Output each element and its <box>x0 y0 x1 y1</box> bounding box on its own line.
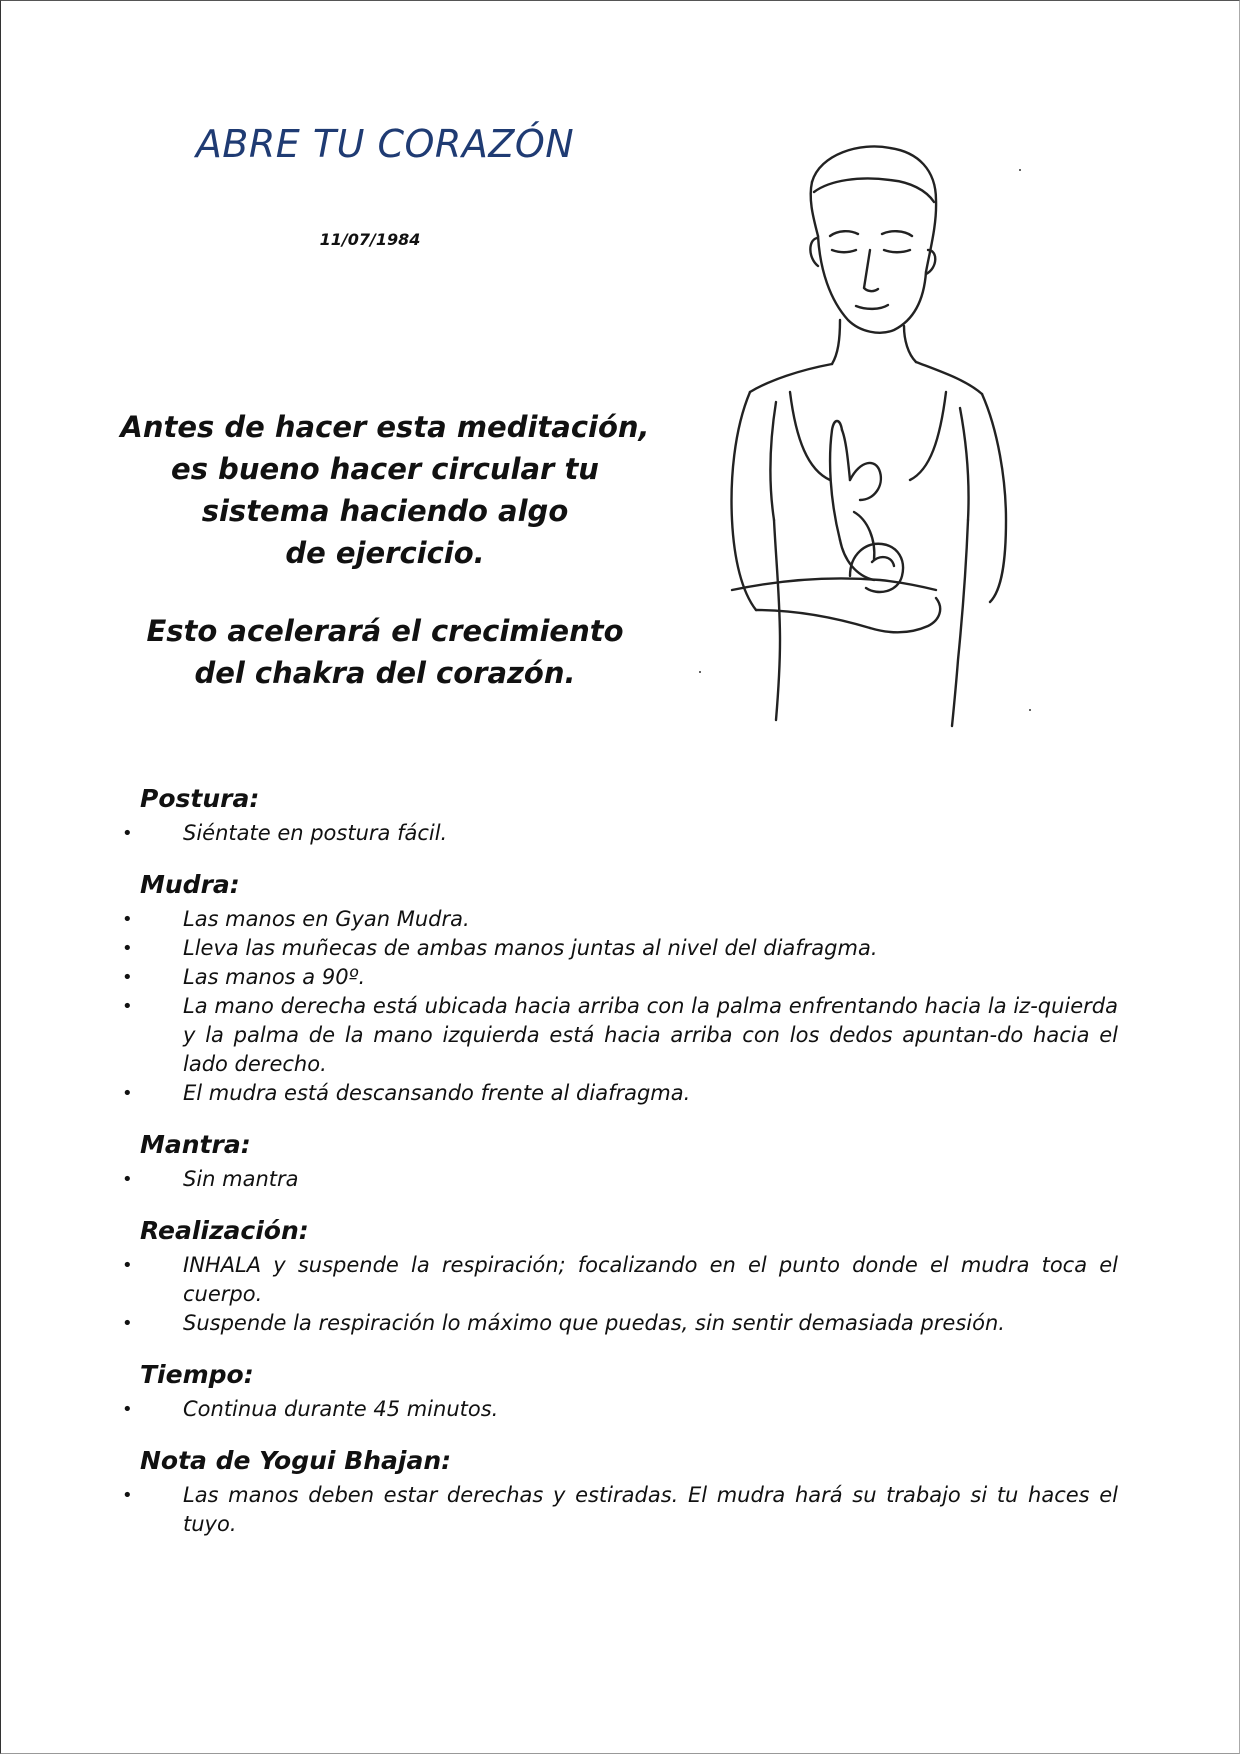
section-title: Nota de Yogui Bhajan: <box>140 1446 452 1475</box>
bullet: • <box>122 1313 133 1334</box>
list-item: • INHALA y suspende la respiración; focalizando en el punto donde el mudra toca el cuerpo. <box>122 1253 1118 1306</box>
instructions <box>118 784 1118 1561</box>
list-item: • Las manos en Gyan Mudra. <box>118 905 1118 934</box>
intro-line: es bueno hacer circular tu <box>171 452 599 486</box>
date: 11/07/1984 <box>319 230 421 249</box>
section-title: Tiempo: <box>140 1360 254 1389</box>
bullet: • <box>122 938 133 959</box>
page-title: ABRE TU CORAZÓN <box>195 122 575 166</box>
section-title: Mantra: <box>140 1130 251 1159</box>
bullet: • <box>122 1083 133 1104</box>
section-title: Mudra: <box>140 870 240 899</box>
meditating-figure-gyan-mudra-icon <box>690 140 1070 740</box>
list-item: • Suspende la respiración lo máximo que puedas, sin sentir demasiada presión. <box>118 1309 1118 1338</box>
list-item: • Las manos a 90º. <box>118 963 1118 992</box>
section-tiempo <box>118 1360 1118 1424</box>
list-item: • El mudra está descansando frente al diafragma. <box>118 1079 1118 1108</box>
section-realizacion <box>118 1216 1118 1338</box>
list-item: • Las manos deben estar derechas y estiradas. El mudra hará su trabajo si tu haces el tuyo. <box>122 1483 1118 1536</box>
section-mudra <box>118 870 1118 1108</box>
intro-line: Esto acelerará el crecimiento <box>146 614 624 648</box>
section-title: Realización: <box>140 1216 309 1245</box>
list-item: • Continua durante 45 minutos. <box>118 1395 1118 1424</box>
intro-line: Antes de hacer esta meditación, <box>120 410 650 444</box>
section-nota <box>118 1446 1118 1539</box>
bullet: • <box>122 1485 133 1506</box>
section-postura <box>118 784 1118 848</box>
bullet: • <box>122 1169 133 1190</box>
bullet: • <box>122 996 133 1017</box>
bullet: • <box>122 1255 133 1276</box>
list-item: • La mano derecha está ubicada hacia arriba con la palma enfrentando hacia la iz-quierda y la palma de la mano izquierda está hacia arriba con los dedos apuntan-do hacia el lado derecho. <box>122 994 1118 1076</box>
list-item: • Siéntate en postura fácil. <box>118 819 1118 848</box>
bullet: • <box>122 967 133 988</box>
intro-text <box>110 406 660 694</box>
bullet: • <box>122 1399 133 1420</box>
bullet: • <box>122 823 133 844</box>
intro-line: sistema haciendo algo <box>201 494 569 528</box>
section-title: Postura: <box>140 784 260 813</box>
intro-line: del chakra del corazón. <box>194 656 576 690</box>
list-item: • Lleva las muñecas de ambas manos juntas al nivel del diafragma. <box>118 934 1118 963</box>
intro-line: de ejercicio. <box>285 536 485 570</box>
bullet: • <box>122 909 133 930</box>
list-item: • Sin mantra <box>118 1165 1118 1194</box>
section-mantra <box>118 1130 1118 1194</box>
